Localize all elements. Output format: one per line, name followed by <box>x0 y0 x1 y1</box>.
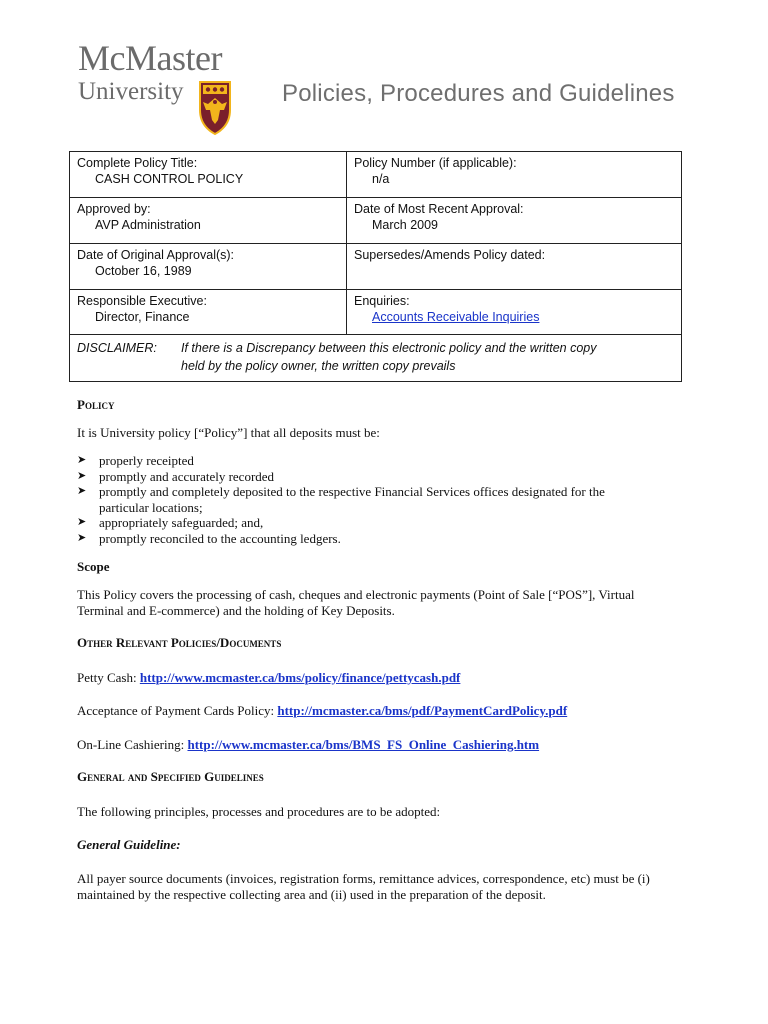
disclaimer-text-line1: If there is a Discrepancy between this electronic policy and the written copy <box>181 341 597 355</box>
original-approval-cell <box>70 244 347 290</box>
guidelines-heading: General and Specified Guidelines <box>77 769 264 784</box>
guidelines-intro: The following principles, processes and procedures are to be adopted: <box>77 804 441 819</box>
policy-number-cell <box>347 152 682 198</box>
scope-paragraph <box>77 587 688 618</box>
general-guideline-line2: maintained by the respective collecting area and (ii) used in the preparation of the deposit. <box>77 886 546 902</box>
policy-number-value: n/a <box>372 172 390 186</box>
logo-wordmark-university: University <box>78 78 184 105</box>
recent-approval-label: Date of Most Recent Approval: <box>354 202 524 216</box>
arrowhead-bullet-icon: ➤ <box>77 454 87 466</box>
policy-intro: It is University policy [“Policy”] that all deposits must be: <box>77 425 380 440</box>
list-item: ➤ promptly reconciled to the accounting ledgers. <box>77 530 341 546</box>
policy-title-label: Complete Policy Title: <box>77 156 198 170</box>
policy-info-table <box>69 151 682 382</box>
enquiries-label: Enquiries: <box>354 294 410 308</box>
payment-cards-label: Acceptance of Payment Cards Policy: <box>77 703 278 718</box>
policy-title-cell <box>70 152 347 198</box>
petty-cash-label: Petty Cash: <box>77 670 140 685</box>
scope-line2: Terminal and E-commerce) and the holding of Key Deposits. <box>77 602 395 618</box>
original-approval-value: October 16, 1989 <box>95 264 192 278</box>
table-row <box>70 244 682 290</box>
disclaimer-cell <box>70 335 682 382</box>
list-item: ➤ appropriately safeguarded; and, <box>77 515 264 530</box>
enquiries-cell <box>347 290 682 335</box>
supersedes-cell <box>347 244 682 290</box>
disclaimer-label: DISCLAIMER: <box>77 341 157 355</box>
approved-by-label: Approved by: <box>77 202 151 216</box>
approved-by-cell <box>70 198 347 244</box>
arrowhead-bullet-icon: ➤ <box>77 485 87 497</box>
logo-wordmark-mcmaster: McMaster <box>78 38 222 78</box>
responsible-executive-cell <box>70 290 347 335</box>
petty-cash-line <box>77 670 688 686</box>
recent-approval-cell <box>347 198 682 244</box>
list-item: ➤ promptly and completely deposited to the respective Financial Services offices designated for the particular locations; <box>77 484 605 515</box>
payment-cards-line <box>77 703 688 719</box>
list-item: ➤ properly receipted <box>77 453 194 468</box>
supersedes-label: Supersedes/Amends Policy dated: <box>354 248 546 262</box>
arrowhead-bullet-icon: ➤ <box>77 531 87 544</box>
policy-heading: Policy <box>77 397 115 412</box>
document-title: Policies, Procedures and Guidelines <box>282 80 675 107</box>
responsible-executive-label: Responsible Executive: <box>77 294 207 308</box>
relevant-policies-heading: Other Relevant Policies/Documents <box>77 635 282 650</box>
general-guideline-line1: All payer source documents (invoices, registration forms, remittance advices, correspondence, etc) must be (i) <box>77 871 650 886</box>
disclaimer-text-line2: held by the policy owner, the written copy prevails <box>181 359 456 373</box>
general-guideline-heading: General Guideline: <box>77 837 181 852</box>
online-cashiering-label: On-Line Cashiering: <box>77 737 188 752</box>
online-cashiering-link[interactable]: http://www.mcmaster.ca/bms/BMS_FS_Online_Cashiering.htm <box>187 737 540 752</box>
scope-line1: This Policy covers the processing of cash, cheques and electronic payments (Point of Sale [“POS”], Virtual <box>77 587 635 602</box>
responsible-executive-value: Director, Finance <box>95 310 190 324</box>
policy-bullet-list <box>77 453 688 546</box>
table-row <box>70 335 682 382</box>
university-crest-icon <box>198 80 232 136</box>
arrowhead-bullet-icon: ➤ <box>77 516 87 528</box>
original-approval-label: Date of Original Approval(s): <box>77 248 235 262</box>
table-row <box>70 198 682 244</box>
general-guideline-paragraph <box>77 871 688 902</box>
policy-title-value: CASH CONTROL POLICY <box>95 172 244 186</box>
scope-heading: Scope <box>77 559 110 574</box>
online-cashiering-line <box>77 737 688 753</box>
policy-number-label: Policy Number (if applicable): <box>354 156 517 170</box>
approved-by-value: AVP Administration <box>95 218 201 232</box>
table-row <box>70 152 682 198</box>
table-row <box>70 290 682 335</box>
enquiries-link[interactable]: Accounts Receivable Inquiries <box>372 310 540 324</box>
list-item: ➤ promptly and accurately recorded <box>77 468 275 484</box>
payment-cards-link[interactable]: http://mcmaster.ca/bms/pdf/PaymentCardPolicy.pdf <box>277 703 568 718</box>
petty-cash-link[interactable]: http://www.mcmaster.ca/bms/policy/finance/pettycash.pdf <box>139 670 461 685</box>
recent-approval-value: March 2009 <box>372 218 439 232</box>
arrowhead-bullet-icon: ➤ <box>77 469 87 482</box>
